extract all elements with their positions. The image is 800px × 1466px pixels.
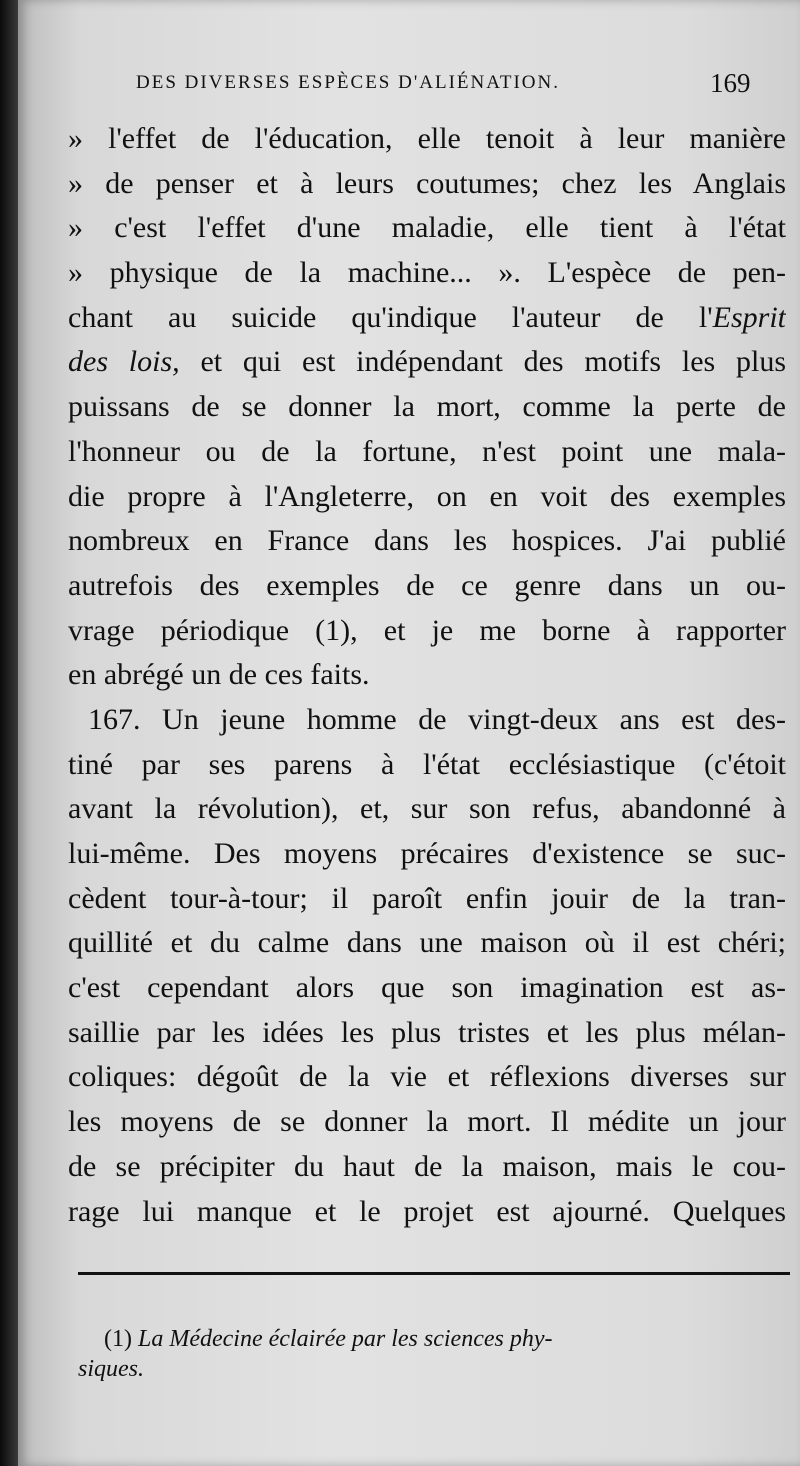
- text-line: tiné par ses parens à l'état ecclésiastique (c'étoit: [68, 747, 786, 781]
- text-line: c'est cependant alors que son imagination est as-: [68, 971, 786, 1005]
- text-line: nombreux en France dans les hospices. J'ai publié: [68, 524, 786, 558]
- text-line: quillité et du calme dans une maison où il est chéri;: [68, 926, 786, 960]
- text-line: les moyens de se donner la mort. Il médite un jour: [68, 1105, 786, 1139]
- text-line: » de penser et à leurs coutumes; chez les Anglais: [68, 166, 786, 200]
- text-line: vrage périodique (1), et je me borne à rapporter: [68, 613, 786, 647]
- text-line: lui-même. Des moyens précaires d'existence se suc-: [68, 837, 786, 870]
- running-title: DES DIVERSES ESPÈCES D'ALIÉNATION.: [136, 72, 560, 93]
- text-line: » c'est l'effet d'une maladie, elle tient à l'état: [68, 211, 786, 245]
- text-line: » l'effet de l'éducation, elle tenoit à leur manière: [68, 122, 786, 155]
- text-line: saillie par les idées les plus tristes et les plus mélan-: [68, 1015, 786, 1049]
- book-page: [18, 0, 800, 1466]
- footnote: [78, 1324, 794, 1384]
- text-segment: chant au suicide qu'indique l'auteur de l': [68, 300, 713, 334]
- text-line: de se précipiter du haut de la maison, mais le cou-: [68, 1149, 786, 1183]
- text-segment: et qui est indépendant des motifs les plus: [179, 345, 786, 379]
- text-line: autrefois des exemples de ce genre dans un ou-: [68, 568, 786, 602]
- text-line: coliques: dégoût de la vie et réflexions diverses sur: [68, 1060, 786, 1094]
- italic-title-segment: Esprit: [712, 300, 786, 334]
- text-line: die propre à l'Angleterre, on en voit des exemples: [68, 479, 786, 513]
- footnote-continuation: siques.: [78, 1356, 144, 1382]
- page-number: 169: [710, 68, 751, 98]
- italic-title-segment: des lois,: [68, 345, 180, 379]
- main-text: [68, 117, 786, 1234]
- text-line: en abrégé un de ces faits.: [68, 658, 370, 692]
- footnote-first-line: [104, 1324, 794, 1354]
- footnote-marker: (1): [104, 1326, 132, 1352]
- text-line: puissans de se donner la mort, comme la perte de: [68, 390, 786, 424]
- text-line: l'honneur ou de la fortune, n'est point une mala-: [68, 434, 786, 468]
- text-line: avant la révolution), et, sur son refus, abandonné à: [68, 792, 786, 826]
- text-line: cèdent tour-à-tour; il paroît enfin jouir de la tran-: [68, 881, 786, 915]
- footnote-rule: [78, 1272, 790, 1275]
- text-line: [68, 296, 786, 341]
- text-line: [68, 340, 786, 385]
- text-line: » physique de la machine... ». L'espèce de pen-: [68, 256, 786, 290]
- text-line: rage lui manque et le projet est ajourné. Quelques: [68, 1194, 786, 1228]
- book-binding-edge: [0, 0, 18, 1466]
- paragraph-start-line: 167. Un jeune homme de vingt-deux ans est des-: [88, 702, 786, 736]
- footnote-text: La Médecine éclairée par les sciences phy-: [137, 1326, 553, 1352]
